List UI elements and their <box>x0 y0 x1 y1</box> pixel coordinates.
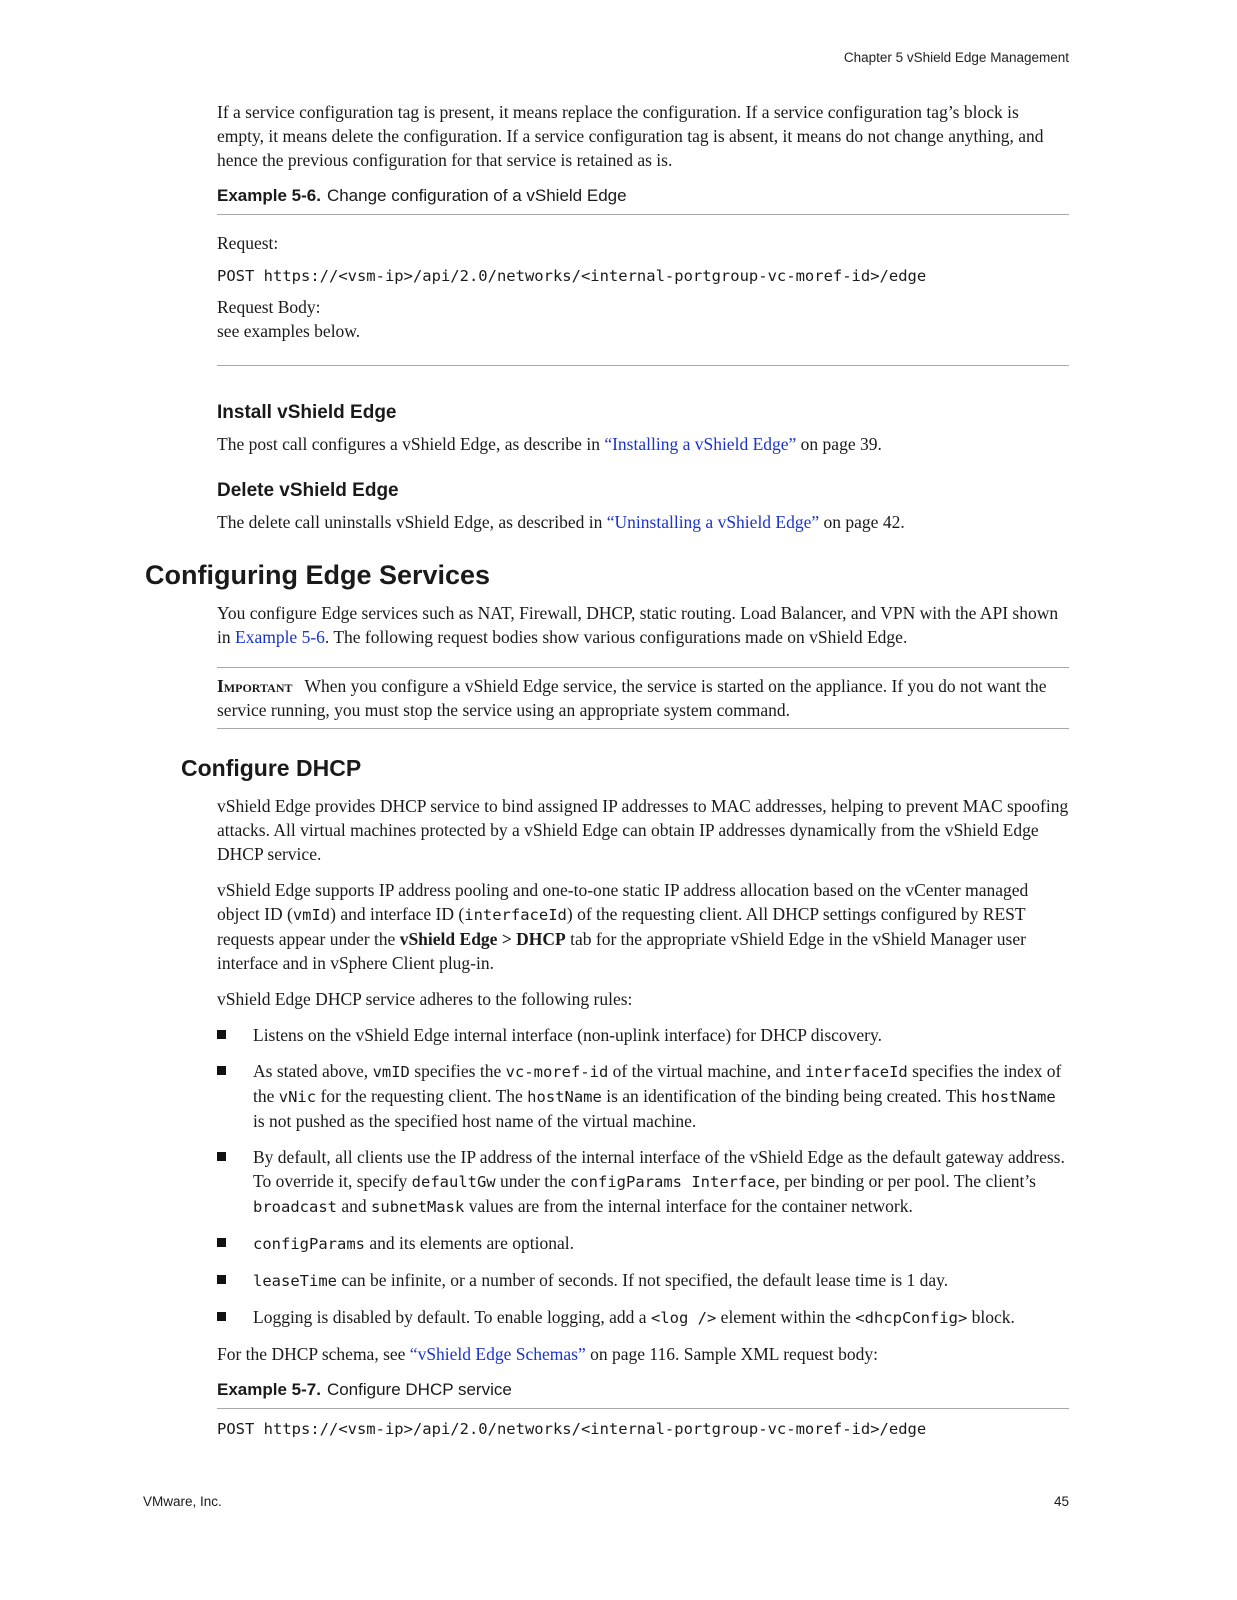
intro-paragraph: If a service configuration tag is present, it means replace the configuration. If a service configuration tag’s block is empty, it means delete the configuration. If a service configuration tag is absent, it means do not change anything, and hence the previous configuration for that service is retained as is. <box>217 102 1044 170</box>
installing-link[interactable]: “Installing a vShield Edge” <box>604 434 797 454</box>
example-5-6-caption <box>217 186 1069 215</box>
schema-paragraph: For the DHCP schema, see “vShield Edge Schemas” on page 116. Sample XML request body: <box>217 1344 878 1364</box>
list-item: By default, all clients use the IP address of the internal interface of the vShield Edge as the default gateway address. To override it, specify defaultGw under the configParams Interface, per binding or per pool. The client’s broadcast and subnetMask values are from the internal interface for the container network. <box>217 1145 1069 1219</box>
important-text: When you configure a vShield Edge service, the service is started on the appliance. If you do not want the service running, you must stop the service using an appropriate system command. <box>217 676 1047 720</box>
example-label: Example 5-7. <box>217 1380 321 1399</box>
configuring-paragraph: You configure Edge services such as NAT, Firewall, DHCP, static routing. Load Balancer, and VPN with the API shown in Example 5-6. The following request bodies show various configurations made on vShield Edge. <box>217 603 1059 647</box>
example-5-7-caption <box>217 1380 1069 1409</box>
uninstalling-link[interactable]: “Uninstalling a vShield Edge” <box>606 512 820 532</box>
example-label: Example 5-6. <box>217 186 321 205</box>
list-item: configParams and its elements are optional. <box>217 1231 1069 1256</box>
list-item: Logging is disabled by default. To enable logging, add a <log /> element within the <dhcpConfig> block. <box>217 1305 1069 1330</box>
example-caption-text: Configure DHCP service <box>326 1380 512 1399</box>
schemas-link[interactable]: “vShield Edge Schemas” <box>409 1344 586 1364</box>
page-number: 45 <box>1053 1494 1069 1509</box>
request-url: POST https://<vsm-ip>/api/2.0/networks/<internal-portgroup-vc-moref-id>/edge <box>217 1420 927 1438</box>
install-paragraph: The post call configures a vShield Edge, as describe in “Installing a vShield Edge” on page 39. <box>217 434 882 454</box>
dhcp-paragraph-1: vShield Edge provides DHCP service to bind assigned IP addresses to MAC addresses, helping to prevent MAC spoofing attacks. All virtual machines protected by a vShield Edge can obtain IP addresses dynamically from the vShield Edge DHCP service. <box>217 796 1069 864</box>
page-content <box>145 100 1069 1441</box>
example-5-6-link[interactable]: Example 5-6 <box>235 627 325 647</box>
request-label: Request: <box>217 233 279 253</box>
running-head: Chapter 5 vShield Edge Management <box>843 50 1069 65</box>
list-item: leaseTime can be infinite, or a number of seconds. If not specified, the default lease time is 1 day. <box>217 1268 1069 1293</box>
install-heading: Install vShield Edge <box>217 402 397 423</box>
important-note <box>217 667 1069 729</box>
example-caption-text: Change configuration of a vShield Edge <box>326 186 627 205</box>
example-5-6-body <box>217 215 1069 366</box>
footer-company: VMware, Inc. <box>143 1494 222 1509</box>
dhcp-paragraph-2: vShield Edge supports IP address pooling and one-to-one static IP address allocation based on the vCenter managed object ID (vmId) and interface ID (interfaceId) of the requesting client. All DHCP settings configured by REST requests appear under the vShield Edge > DHCP tab for the appropriate vShield Edge in the vShield Manager user interface and in vSphere Client plug-in. <box>217 880 1029 973</box>
delete-paragraph: The delete call uninstalls vShield Edge, as described in “Uninstalling a vShield Edge” on page 42. <box>217 512 905 532</box>
delete-heading: Delete vShield Edge <box>217 480 399 501</box>
dhcp-rules-list <box>217 1023 1069 1330</box>
list-item: As stated above, vmID specifies the vc-moref-id of the virtual machine, and interfaceId specifies the index of the vNic for the requesting client. The hostName is an identification of the binding being created. This hostName is not pushed as the specified host name of the virtual machine. <box>217 1059 1069 1133</box>
dhcp-paragraph-3: vShield Edge DHCP service adheres to the following rules: <box>217 989 633 1009</box>
request-body-label: Request Body: <box>217 297 321 317</box>
request-url: POST https://<vsm-ip>/api/2.0/networks/<internal-portgroup-vc-moref-id>/edge <box>217 267 927 285</box>
subsection-heading-dhcp: Configure DHCP <box>181 755 362 781</box>
important-label: Important <box>217 676 293 696</box>
list-item: Listens on the vShield Edge internal interface (non-uplink interface) for DHCP discovery. <box>217 1023 1069 1047</box>
request-body-text: see examples below. <box>217 321 361 341</box>
section-heading-configuring: Configuring Edge Services <box>145 560 491 590</box>
